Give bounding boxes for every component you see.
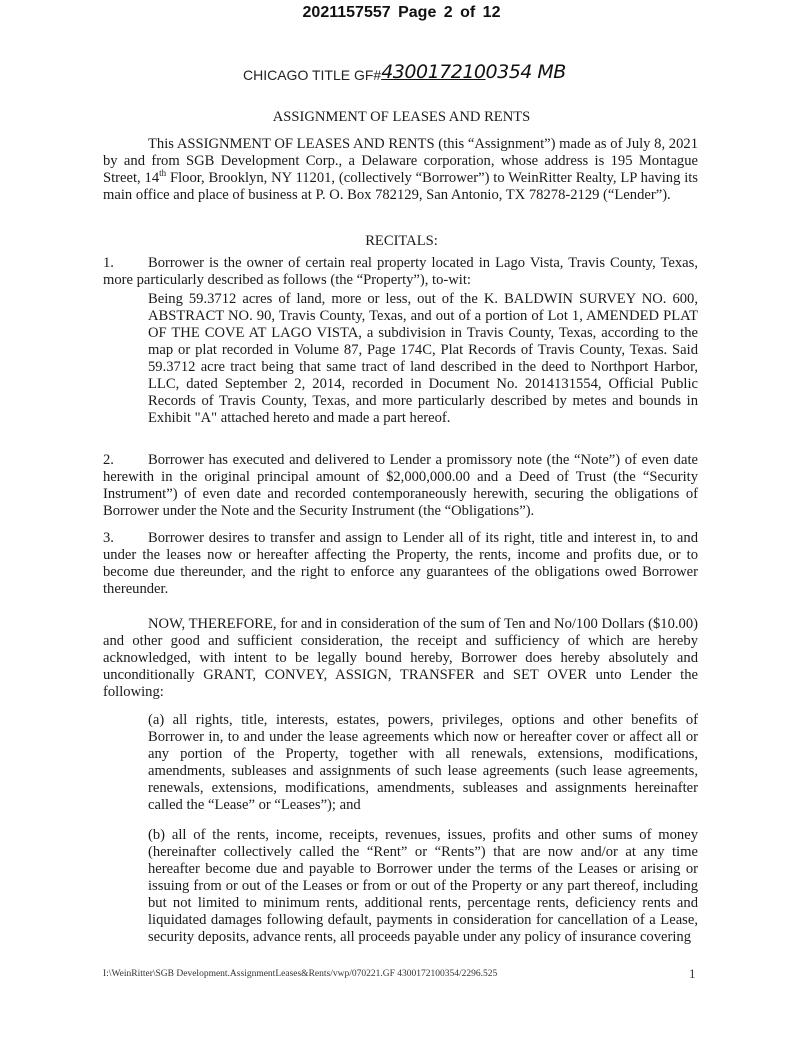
intro-paragraph: This ASSIGNMENT OF LEASES AND RENTS (this “Assignment”) made as of July 8, 2021 by and from SGB Development Corp., a Delaware corporation, whose address is 195 Montague Street, 14th Floor, Brooklyn, NY 11201, (collectively “Borrower”) to WeinRitter Realty, LP having its main office and place of business at P. O. Box 782129, San Antonio, TX 78278-2129 (“Lender”). xyxy=(103,136,698,203)
document-title: ASSIGNMENT OF LEASES AND RENTS xyxy=(272,109,531,125)
footer-file-path: I:\WeinRitter\SGB Development.AssignmentLeases&Rents/vwp/070221.GF 4300172100354/2296.525 xyxy=(103,969,498,979)
recital-number: 1. xyxy=(103,255,114,271)
recital-number: 3. xyxy=(103,530,114,546)
recital-number: 2. xyxy=(103,452,114,468)
property-description: Being 59.3712 acres of land, more or less, out of the K. BALDWIN SURVEY NO. 600, ABSTRACT NO. 90, Travis County, Texas, and out of a portion of Lot 1, AMENDED PLAT OF THE COVE AT LAGO VISTA, a subdivision in Travis County, Texas, according to the map or plat recorded in Volume 87, Page 174C, Plat Records of Travis County, Texas. Said 59.3712 acre tract being that same tract of land described in the deed to Northport Harbor, LLC, dated September 2, 2014, recorded in Document No. 2014131554, Official Public Records of Travis County, Texas, and more particularly described by metes and bounds in Exhibit "A" attached hereto and made a part hereof. xyxy=(148,291,698,426)
recording-stamp xyxy=(0,4,803,22)
recital-2: 2. Borrower has executed and delivered to Lender a promissory note (the “Note”) of even date herewith in the original principal amount of $2,000,000.00 and a Deed of Trust (the “Security Instrument”) of even date and recorded contemporaneously herewith, securing the obligations of Borrower under the Note and the Security Instrument (the “Obligations”). xyxy=(103,452,698,519)
recital-1: 1. Borrower is the owner of certain real property located in Lago Vista, Travis County, Texas, more particularly described as follows (the “Property”), to-wit: xyxy=(103,255,698,288)
page-indicator: Page 2 of 12 xyxy=(398,4,501,21)
recital-3: 3. Borrower desires to transfer and assign to Lender all of its right, title and interest in, to and under the leases now or hereafter affecting the Property, the rents, income and profits due, or to become due thereunder, and the right to enforce any guarantees of the obligations owed Borrower thereunder. xyxy=(103,530,698,597)
recording-number: 2021157557 xyxy=(302,4,391,21)
gf-handwritten-number: 4300172100354 MB xyxy=(381,61,566,83)
recitals-heading: RECITALS: xyxy=(365,233,438,249)
footer-page-number: 1 xyxy=(689,966,696,981)
now-therefore-paragraph: NOW, THEREFORE, for and in consideration of the sum of Ten and No/100 Dollars ($10.00) and other good and sufficient consideration, the receipt and sufficiency of which are hereby acknowledged, with intent to be legally bound hereby, Borrower does hereby absolutely and unconditionally GRANT, CONVEY, ASSIGN, TRANSFER and SET OVER unto Lender the following: xyxy=(103,616,698,700)
grant-item-b: (b) all of the rents, income, receipts, revenues, issues, profits and other sums of money (hereinafter collectively called the “Rent” or “Rents”) that are now and/or at any time hereafter become due and payable to Borrower under the terms of the Leases or arising or issuing from or out of the Leases or from or out of the Property or any part thereof, including but not limited to minimum rents, additional rents, percentage rents, deficiency rents and liquidated damages following default, payments in consideration for cancellation of a Lease, security deposits, advance rents, all proceeds payable under any policy of insurance covering xyxy=(148,827,698,945)
gf-label: CHICAGO TITLE GF# xyxy=(243,67,382,83)
title-company-gf-line xyxy=(243,63,566,85)
grant-item-a: (a) all rights, title, interests, estates, powers, privileges, options and other benefits of Borrower in, to and under the lease agreements which now or hereafter cover or affect all or any portion of the Property, together with all renewals, extensions, modifications, amendments, subleases and assignments of such lease agreements (such lease agreements, renewals, extensions, modifications, amendments, subleases and assignments hereinafter called the “Lease” or “Leases”); and xyxy=(148,712,698,813)
